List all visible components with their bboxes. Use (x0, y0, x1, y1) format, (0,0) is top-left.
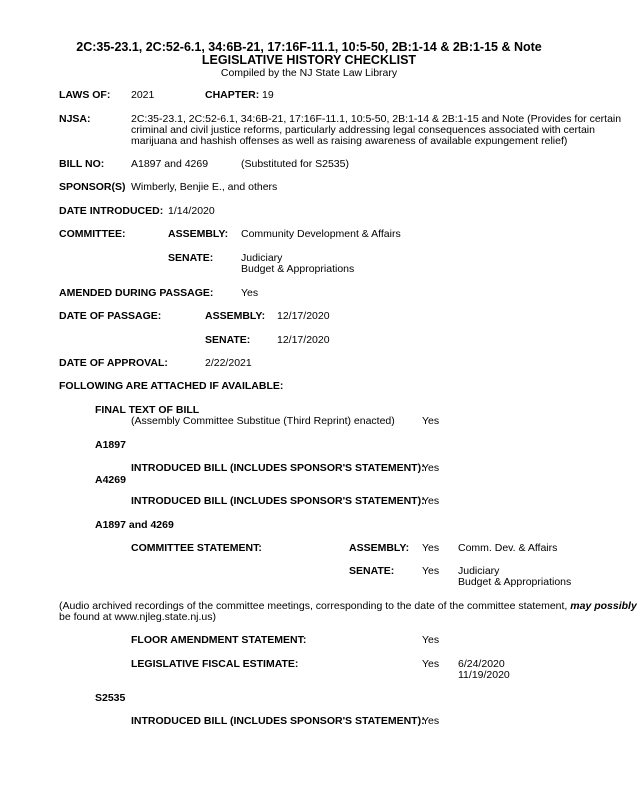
cs-assembly-committee: Comm. Dev. & Affairs (458, 542, 558, 554)
njsa-label: NJSA: (59, 113, 91, 125)
committee-statement-label: COMMITTEE STATEMENT: (131, 542, 262, 554)
date-of-approval-label: DATE OF APPROVAL: (59, 357, 168, 369)
final-text-value: Yes (422, 415, 440, 427)
compiled-by: Compiled by the NJ State Law Library (220, 67, 398, 79)
s2535-introduced-label: INTRODUCED BILL (INCLUDES SPONSOR'S STATEMENT): (131, 715, 425, 727)
final-text-desc: (Assembly Committee Substitue (Third Reprint) enacted) (131, 415, 395, 427)
s2535-introduced-value: Yes (422, 715, 440, 727)
substituted-note: (Substituted for S2535) (241, 158, 349, 170)
sponsor-label: SPONSOR(S) (59, 181, 126, 193)
date-of-passage-label: DATE OF PASSAGE: (59, 310, 162, 322)
chapter-number: 19 (262, 89, 274, 101)
audio-note-emphasis: may possibly (570, 600, 637, 612)
audio-note-text: (Audio archived recordings of the committee meetings, corresponding to the date of the committee statement, (59, 600, 571, 612)
njsa-line: criminal and civil justice reforms, particularly addressing legal consequences associated with certain (131, 124, 595, 136)
passage-senate-value: 12/17/2020 (277, 334, 330, 346)
a4269-heading: A4269 (95, 474, 126, 486)
date-introduced-label: DATE INTRODUCED: (59, 205, 164, 217)
fiscal-estimate-date: 6/24/2020 (458, 658, 505, 670)
cs-assembly-label: ASSEMBLY: (349, 542, 410, 554)
floor-amendment-label: FLOOR AMENDMENT STATEMENT: (131, 634, 307, 646)
audio-note-url: be found at www.njleg.state.nj.us) (59, 611, 217, 623)
cs-senate-value: Yes (422, 565, 440, 577)
a1897-introduced-label: INTRODUCED BILL (INCLUDES SPONSOR'S STATEMENT): (131, 462, 425, 474)
amended-label: AMENDED DURING PASSAGE: (59, 287, 214, 299)
cs-assembly-value: Yes (422, 542, 440, 554)
passage-assembly-label: ASSEMBLY: (205, 310, 266, 322)
a4269-introduced-label: INTRODUCED BILL (INCLUDES SPONSOR'S STATEMENT): (131, 495, 425, 507)
document-subtitle: LEGISLATIVE HISTORY CHECKLIST (201, 53, 417, 67)
chapter-label: CHAPTER: (205, 89, 260, 101)
njsa-line: marijuana and hashish offenses as well as raising awareness of available expungement relief) (131, 135, 568, 147)
bill-no-value: A1897 and 4269 (131, 158, 209, 170)
fiscal-estimate-date: 11/19/2020 (458, 669, 510, 681)
sponsor-value: Wimberly, Benjie E., and others (131, 181, 278, 193)
attached-heading: FOLLOWING ARE ATTACHED IF AVAILABLE: (59, 380, 284, 392)
bill-no-label: BILL NO: (59, 158, 105, 170)
committee-senate-label: SENATE: (168, 252, 214, 264)
amended-value: Yes (241, 287, 259, 299)
a1897-introduced-value: Yes (422, 462, 440, 474)
floor-amendment-value: Yes (422, 634, 440, 646)
a1897-4269-heading: A1897 and 4269 (95, 519, 174, 531)
date-of-approval-value: 2/22/2021 (205, 357, 252, 369)
final-text-label: FINAL TEXT OF BILL (95, 404, 200, 416)
committee-assembly-value: Community Development & Affairs (241, 228, 401, 240)
cs-senate-committee: Judiciary (458, 565, 500, 577)
cs-senate-label: SENATE: (349, 565, 395, 577)
committee-senate-value: Budget & Appropriations (241, 263, 355, 275)
cs-senate-committee: Budget & Appropriations (458, 576, 572, 588)
fiscal-estimate-value: Yes (422, 658, 440, 670)
s2535-heading: S2535 (95, 692, 126, 704)
laws-of-year: 2021 (131, 89, 155, 101)
committee-senate-value: Judiciary (241, 252, 283, 264)
committee-assembly-label: ASSEMBLY: (168, 228, 229, 240)
njsa-line: 2C:35-23.1, 2C:52-6.1, 34:6B-21, 17:16F-11.1, 10:5-50, 2B:1-14 & 2B:1-15 and Note (Provides for certain (131, 113, 622, 125)
passage-senate-label: SENATE: (205, 334, 251, 346)
date-introduced-value: 1/14/2020 (168, 205, 215, 217)
passage-assembly-value: 12/17/2020 (277, 310, 330, 322)
committee-label: COMMITTEE: (59, 228, 126, 240)
laws-of-label: LAWS OF: (59, 89, 111, 101)
fiscal-estimate-label: LEGISLATIVE FISCAL ESTIMATE: (131, 658, 299, 670)
a1897-heading: A1897 (95, 439, 126, 451)
a4269-introduced-value: Yes (422, 495, 440, 507)
document-title: 2C:35-23.1, 2C:52-6.1, 34:6B-21, 17:16F-11.1, 10:5-50, 2B:1-14 & 2B:1-15 & Note (76, 40, 542, 54)
